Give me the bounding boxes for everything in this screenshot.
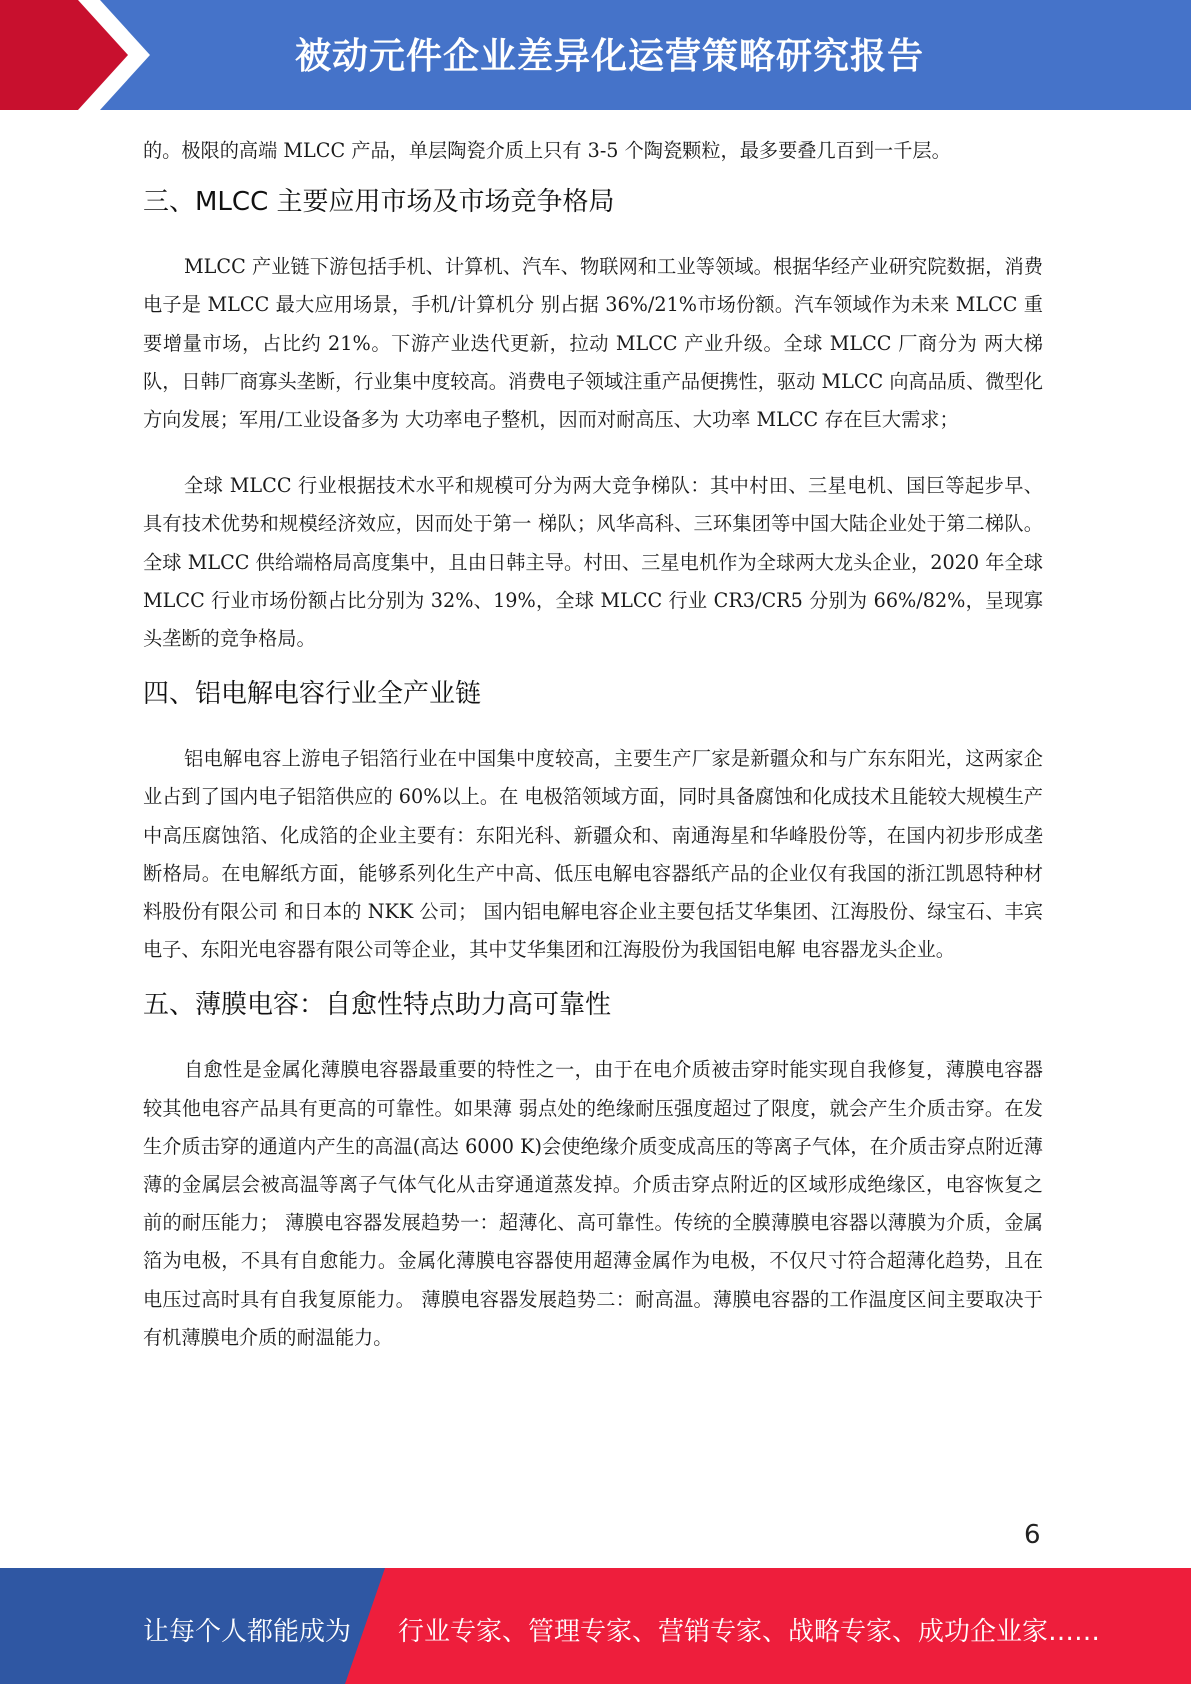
footer-slogan-left: 让每个人都能成为 [143, 1617, 352, 1647]
page-body [143, 132, 1043, 1357]
paragraph-aluminum-chain: 铝电解电容上游电子铝箔行业在中国集中度较高，主要生产厂家是新疆众和与广东东阳光，这两家企业占到了国内电子铝箔供应的 60%以上。在 电极箔领域方面，同时具备腐蚀和化成技术且能较大规模生产中高压腐蚀箔、化成箔的企业主要有：东阳光科、新疆众和、南通海星和华峰股份等，在国内初步形成垄断格局。在电解纸方面，能够系列化生产中高、低压电解电容器纸产品的企业仅有我国的浙江凯恩特种材料股份有限公司 和日本的 NKK 公司； 国内铝电解电容企业主要包括艾华集团、江海股份、绿宝石、丰宾电子、东阳光电容器有限公司等企业，其中艾华集团和江海股份为我国铝电解 电容器龙头企业。 [143, 747, 1043, 962]
footer-slogan-right: 行业专家、管理专家、营销专家、战略专家、成功企业家…… [398, 1617, 1101, 1647]
document-title: 被动元件企业差异化运营策略研究报告 [294, 36, 924, 77]
header-banner [0, 0, 1191, 110]
intro-paragraph: 的。极限的高端 MLCC 产品，单层陶瓷介质上只有 3-5 个陶瓷颗粒，最多要叠几百到一千层。 [143, 139, 951, 162]
paragraph-mlcc-applications: MLCC 产业链下游包括手机、计算机、汽车、物联网和工业等领域。根据华经产业研究院数据，消费电子是 MLCC 最大应用场景，手机/计算机分 别占据 36%/21%市场份额。汽车领域作为未来 MLCC 重要增量市场，占比约 21%。下游产业迭代更新，拉动 MLCC 产业升级。全球 MLCC 厂商分为 两大梯队，日韩厂商寡头垄断，行业集中度较高。消费电子领域注重产品便携性，驱动 MLCC 向高品质、微型化方向发展；军用/工业设备多为 大功率电子整机，因而对耐高压、大功率 MLCC 存在巨大需求； [143, 255, 1043, 432]
paragraph-mlcc-competition: 全球 MLCC 行业根据技术水平和规模可分为两大竞争梯队：其中村田、三星电机、国巨等起步早、具有技术优势和规模经济效应，因而处于第一 梯队；风华高科、三环集团等中国大陆企业处于第二梯队。全球 MLCC 供给端格局高度集中，且由日韩主导。村田、三星电机作为全球两大龙头企业，2020 年全球MLCC 行业市场份额占比分别为 32%、19%，全球 MLCC 行业 CR3/CR5 分别为 66%/82%，呈现寡头垄断的竞争格局。 [143, 474, 1043, 651]
section-heading-aluminum-capacitor: 四、铝电解电容行业全产业链 [143, 679, 482, 710]
paragraph-film-capacitor: 自愈性是金属化薄膜电容器最重要的特性之一，由于在电介质被击穿时能实现自我修复，薄膜电容器较其他电容产品具有更高的可靠性。如果薄 弱点处的绝缘耐压强度超过了限度，就会产生介质击穿。在发生介质击穿的通道内产生的高温(高达 6000 K)会使绝缘介质变成高压的等离子气体，在介质击穿点附近薄薄的金属层会被高温等离子气体气化从击穿通道蒸发掉。介质击穿点附近的区域形成绝缘区，电容恢复之前的耐压能力； 薄膜电容器发展趋势一：超薄化、高可靠性。传统的全膜薄膜电容器以薄膜为介质，金属箔为电极，不具有自愈能力。金属化薄膜电容器使用超薄金属作为电极，不仅尺寸符合超薄化趋势，且在电压过高时具有自我复原能力。 薄膜电容器发展趋势二：耐高温。薄膜电容器的工作温度区间主要取决于有机薄膜电介质的耐温能力。 [143, 1058, 1043, 1349]
footer-banner [0, 1568, 1191, 1684]
section-heading-film-capacitor: 五、薄膜电容：自愈性特点助力高可靠性 [143, 990, 612, 1021]
page-number: 6 [1024, 1520, 1041, 1550]
section-heading-mlcc-market: 三、MLCC 主要应用市场及市场竞争格局 [143, 187, 615, 218]
